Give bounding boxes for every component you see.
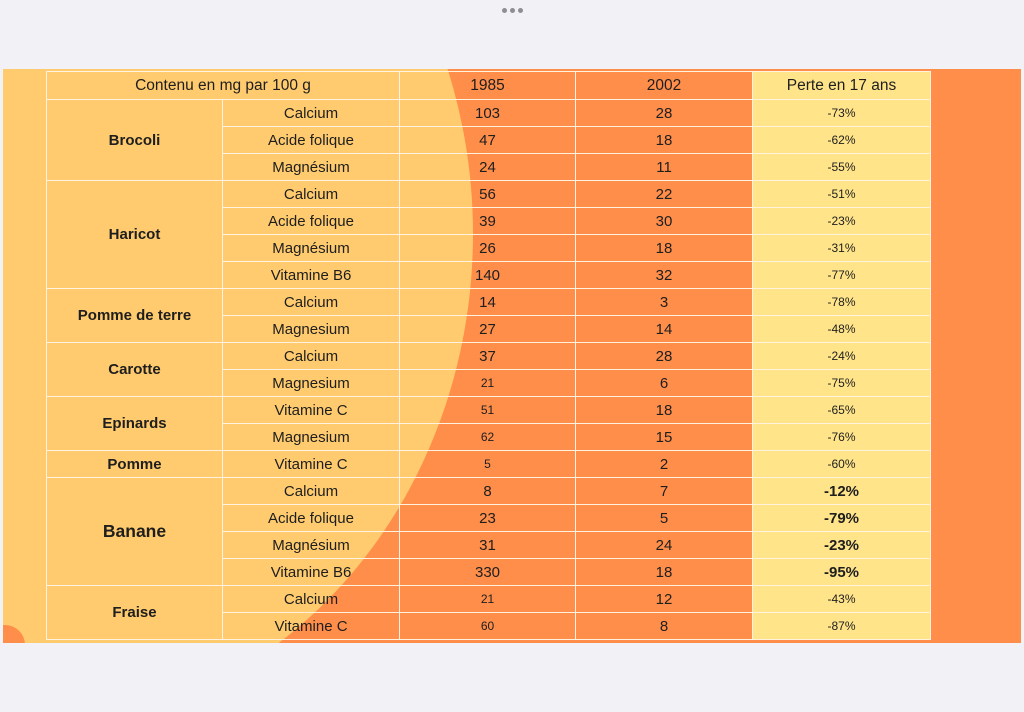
value-2002-cell: 7 — [576, 478, 753, 505]
nutrient-cell: Magnésium — [223, 235, 400, 262]
value-2002-cell: 24 — [576, 532, 753, 559]
food-name: Pomme de terre — [47, 289, 223, 343]
value-1985-cell: 21 — [400, 370, 576, 397]
dot — [518, 8, 523, 13]
value-1985-cell: 39 — [400, 208, 576, 235]
loss-cell: -65% — [753, 397, 931, 424]
food-name: Pomme — [47, 451, 223, 478]
value-2002-cell: 8 — [576, 613, 753, 640]
value-1985-cell: 51 — [400, 397, 576, 424]
nutrient-cell: Magnesium — [223, 370, 400, 397]
value-2002-cell: 11 — [576, 154, 753, 181]
value-1985-cell: 37 — [400, 343, 576, 370]
nutrient-cell: Magnésium — [223, 154, 400, 181]
food-name: Banane — [47, 478, 223, 586]
value-2002-cell: 28 — [576, 343, 753, 370]
loss-cell: -62% — [753, 127, 931, 154]
food-name: Carotte — [47, 343, 223, 397]
nutrient-cell: Acide folique — [223, 208, 400, 235]
loss-cell: -73% — [753, 100, 931, 127]
loss-cell: -77% — [753, 262, 931, 289]
value-1985-cell: 21 — [400, 586, 576, 613]
value-1985-cell: 56 — [400, 181, 576, 208]
dot — [502, 8, 507, 13]
loss-cell: -51% — [753, 181, 931, 208]
nutrient-cell: Vitamine C — [223, 613, 400, 640]
loss-cell: -23% — [753, 532, 931, 559]
loss-cell: -31% — [753, 235, 931, 262]
loss-cell: -12% — [753, 478, 931, 505]
loss-cell: -24% — [753, 343, 931, 370]
value-2002-cell: 18 — [576, 127, 753, 154]
slide — [3, 69, 1021, 643]
loss-cell: -43% — [753, 586, 931, 613]
more-dots-icon[interactable] — [502, 8, 523, 13]
value-2002-cell: 18 — [576, 397, 753, 424]
table-row — [47, 100, 931, 127]
value-1985-cell: 62 — [400, 424, 576, 451]
nutrient-cell: Vitamine B6 — [223, 262, 400, 289]
value-2002-cell: 12 — [576, 586, 753, 613]
loss-cell: -60% — [753, 451, 931, 478]
loss-cell: -95% — [753, 559, 931, 586]
header-loss: Perte en 17 ans — [753, 72, 931, 100]
nutrient-cell: Magnesium — [223, 424, 400, 451]
table-row — [47, 397, 931, 424]
value-2002-cell: 14 — [576, 316, 753, 343]
loss-cell: -79% — [753, 505, 931, 532]
value-1985-cell: 27 — [400, 316, 576, 343]
nutrient-cell: Vitamine B6 — [223, 559, 400, 586]
value-1985-cell: 31 — [400, 532, 576, 559]
loss-cell: -87% — [753, 613, 931, 640]
value-2002-cell: 22 — [576, 181, 753, 208]
food-name: Fraise — [47, 586, 223, 640]
nutrient-cell: Vitamine C — [223, 397, 400, 424]
table-row — [47, 289, 931, 316]
value-1985-cell: 14 — [400, 289, 576, 316]
table-row — [47, 451, 931, 478]
value-2002-cell: 15 — [576, 424, 753, 451]
nutrient-cell: Magnesium — [223, 316, 400, 343]
header-content: Contenu en mg par 100 g — [47, 72, 400, 100]
loss-cell: -55% — [753, 154, 931, 181]
value-2002-cell: 18 — [576, 559, 753, 586]
value-1985-cell: 60 — [400, 613, 576, 640]
value-1985-cell: 103 — [400, 100, 576, 127]
value-2002-cell: 6 — [576, 370, 753, 397]
value-1985-cell: 26 — [400, 235, 576, 262]
header-1985: 1985 — [400, 72, 576, 100]
nutrient-cell: Acide folique — [223, 127, 400, 154]
nutrient-cell: Calcium — [223, 586, 400, 613]
nutrient-cell: Calcium — [223, 478, 400, 505]
value-1985-cell: 140 — [400, 262, 576, 289]
value-2002-cell: 30 — [576, 208, 753, 235]
nutrient-cell: Calcium — [223, 289, 400, 316]
value-2002-cell: 28 — [576, 100, 753, 127]
value-2002-cell: 2 — [576, 451, 753, 478]
nutrient-cell: Calcium — [223, 100, 400, 127]
value-2002-cell: 3 — [576, 289, 753, 316]
value-1985-cell: 23 — [400, 505, 576, 532]
value-1985-cell: 47 — [400, 127, 576, 154]
loss-cell: -78% — [753, 289, 931, 316]
header-2002: 2002 — [576, 72, 753, 100]
table-row — [47, 343, 931, 370]
value-2002-cell: 32 — [576, 262, 753, 289]
food-name: Brocoli — [47, 100, 223, 181]
nutrient-cell: Calcium — [223, 343, 400, 370]
food-name: Haricot — [47, 181, 223, 289]
nutrient-cell: Vitamine C — [223, 451, 400, 478]
header-row — [47, 72, 931, 100]
nutrient-cell: Calcium — [223, 181, 400, 208]
loss-cell: -76% — [753, 424, 931, 451]
nutrient-table — [46, 71, 931, 640]
nutrient-cell: Magnésium — [223, 532, 400, 559]
value-1985-cell: 5 — [400, 451, 576, 478]
value-1985-cell: 24 — [400, 154, 576, 181]
value-1985-cell: 330 — [400, 559, 576, 586]
food-name: Epinards — [47, 397, 223, 451]
table-row — [47, 478, 931, 505]
loss-cell: -48% — [753, 316, 931, 343]
nutrient-cell: Acide folique — [223, 505, 400, 532]
value-2002-cell: 5 — [576, 505, 753, 532]
value-2002-cell: 18 — [576, 235, 753, 262]
dot — [510, 8, 515, 13]
loss-cell: -75% — [753, 370, 931, 397]
value-1985-cell: 8 — [400, 478, 576, 505]
table-row — [47, 586, 931, 613]
loss-cell: -23% — [753, 208, 931, 235]
table-row — [47, 181, 931, 208]
